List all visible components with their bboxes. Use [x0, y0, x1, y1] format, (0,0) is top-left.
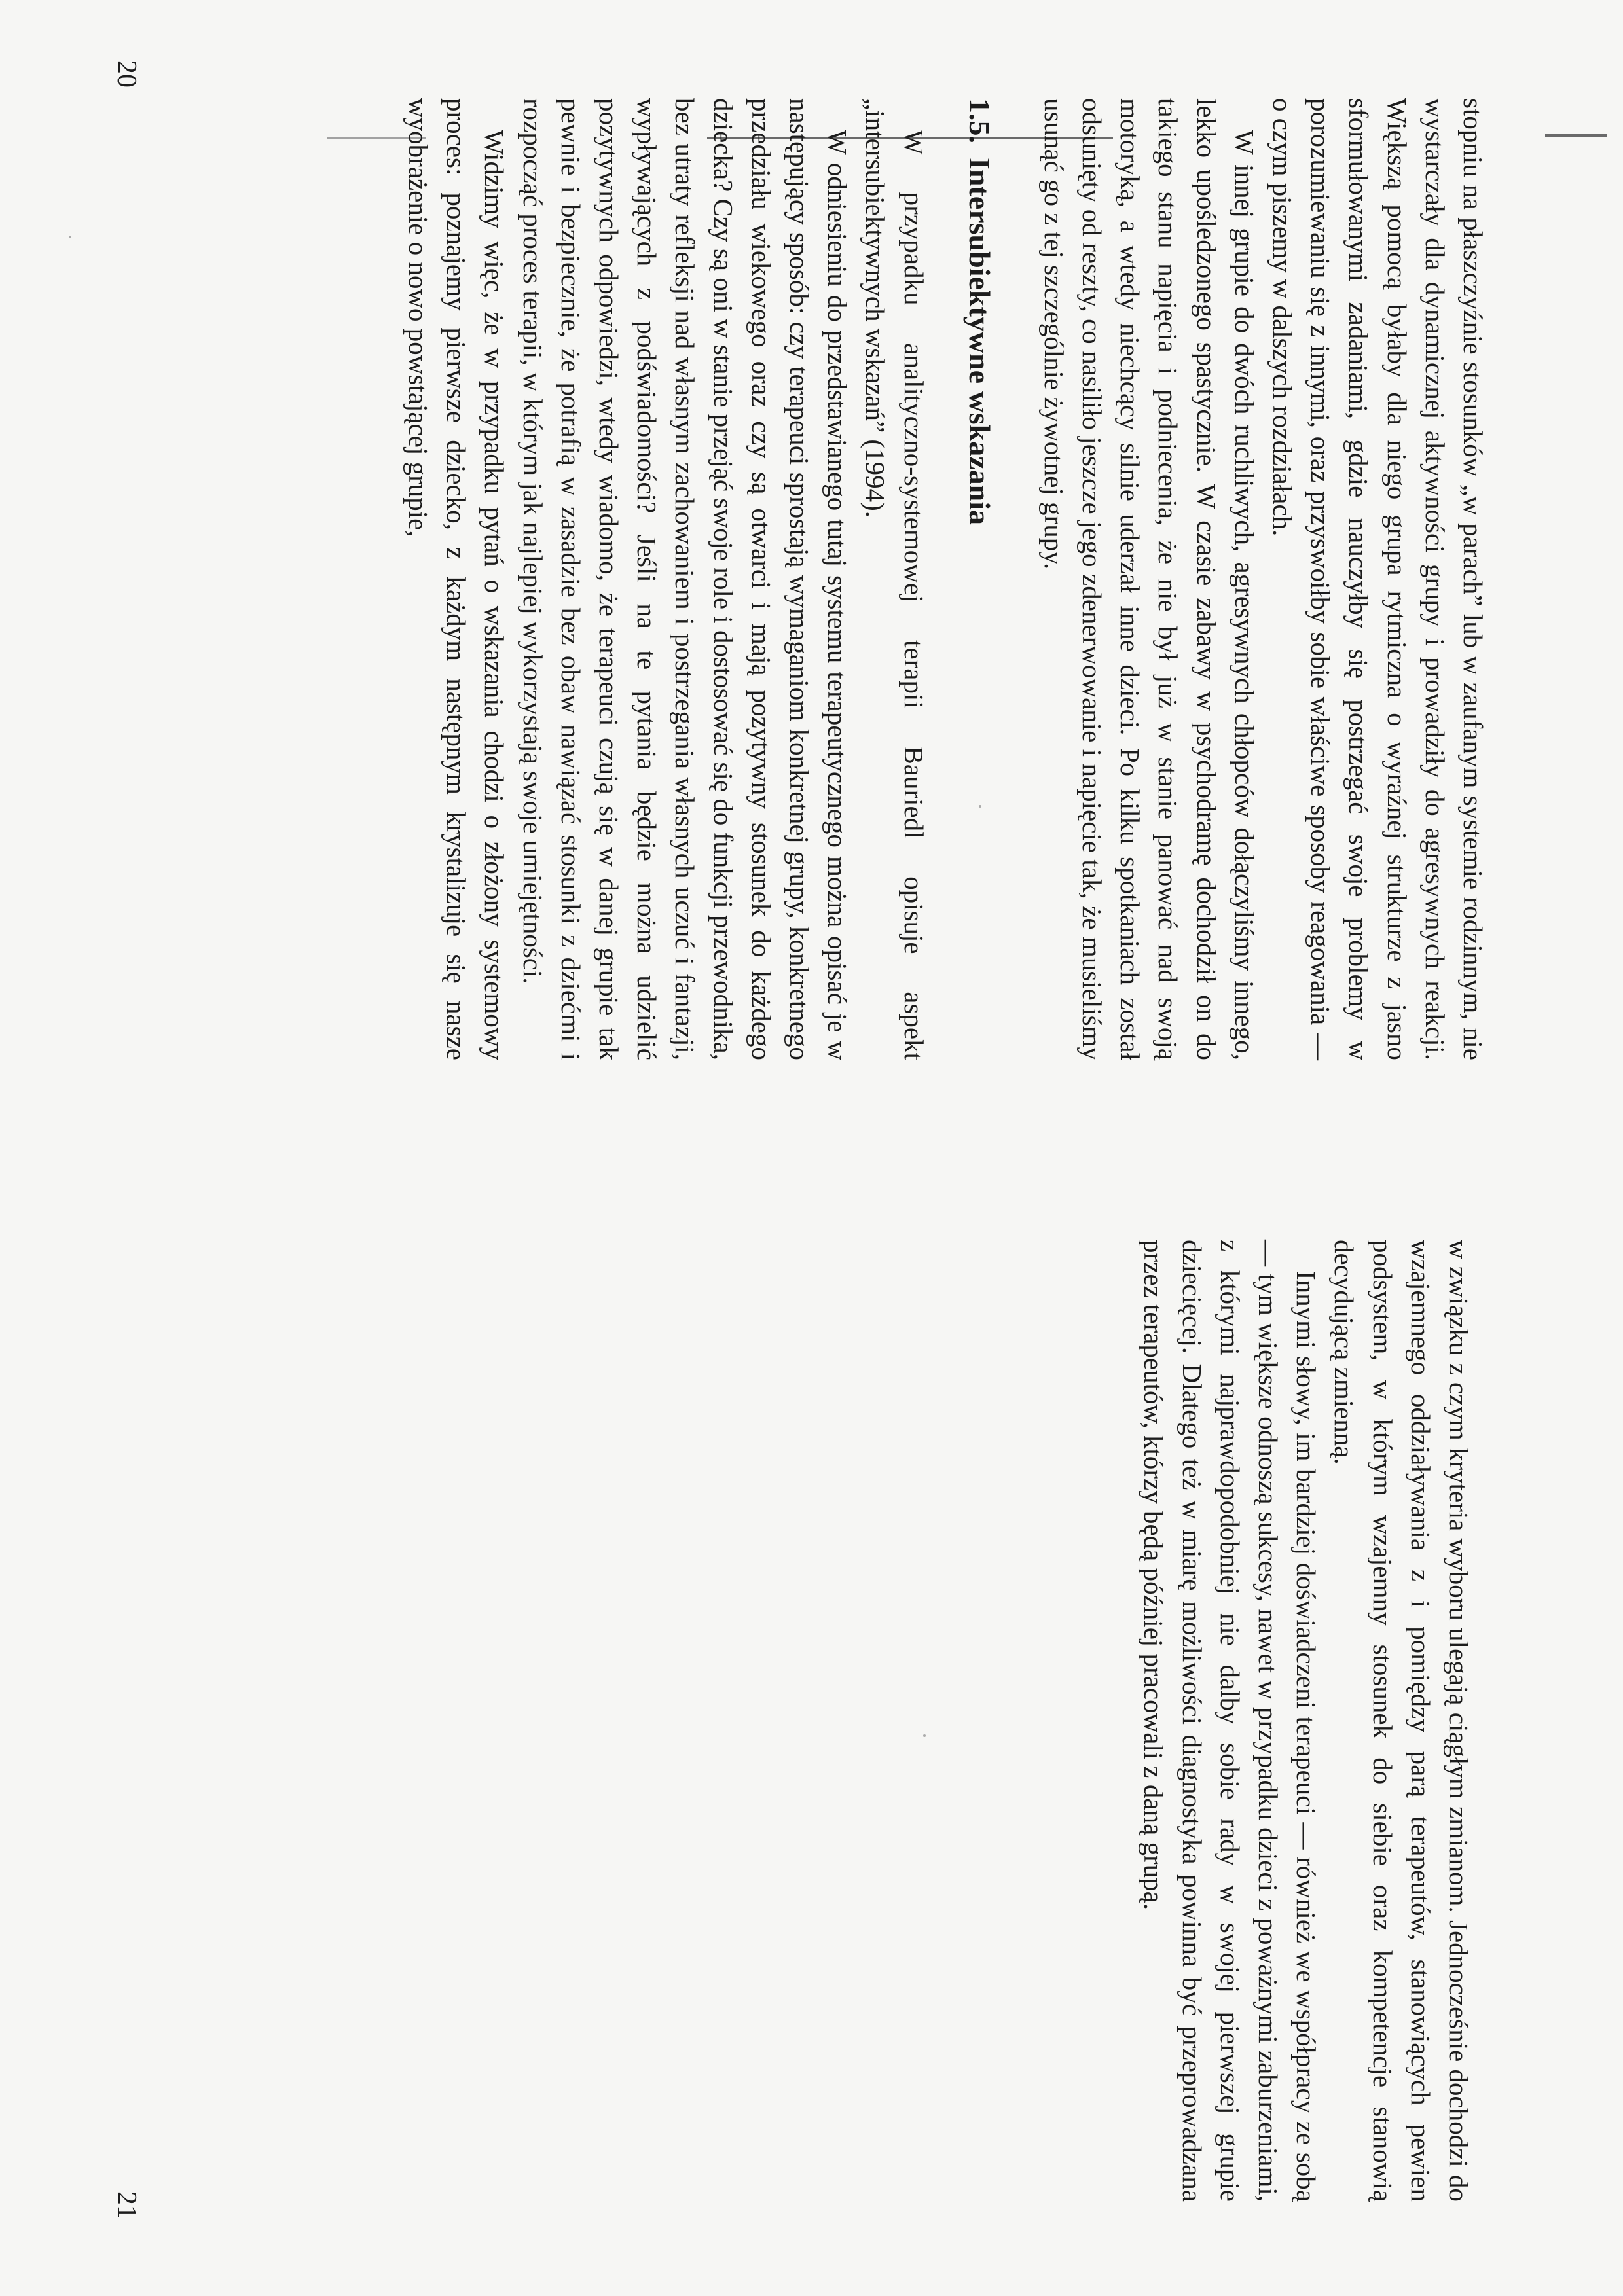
- paragraph: Widzimy więc, że w przypadku pytań o wskazania chodzi o złożony systemowy proces: poznajemy pierwsze dziecko, z każdym następnym krystalizuje się nasze wyobrażenie o nowo powstającej grupie,: [403, 98, 510, 1060]
- paragraph: w związku z czym kryteria wyboru ulegają ciągłym zmianom. Jednocześnie dochodzi do wzajemnego oddziaływania z i pomiędzy parą terapeutów, stanowiących pewien podsystem, w którym wzajemny stosunek do siebie oraz kompetencje stanowią decydującą zmienną.: [1329, 1240, 1474, 2202]
- paragraph: W przypadku analityczno-systemowej terapii Bauriedl opisuje aspekt „intersubiektywnych wskazań” (1994).: [860, 98, 929, 1060]
- paragraph: Innymi słowy, im bardziej doświadczeni terapeuci — również we współpracy ze sobą — tym większe odnoszą sukcesy, nawet w przypadku dzieci z poważnymi zaburzeniami, z którymi najprawdopodobniej nie dalby sobie rady w swojej pierwszej grupie dziecięcej. Dlatego też w miarę możliwości diagnostyka powinna być przeprowadzana przez terapeutów, którzy będą później pracowali z daną grupą.: [1139, 1240, 1322, 2202]
- paragraph: W odniesieniu do przedstawianego tutaj systemu terapeutycznego można opisać je w następujący sposób: czy terapeuci sprostają wymaganiom konkretnej grupy, konkretnego przedziału wiekowego oraz czy są otwarci i mają pozytywny stosunek do każdego dziecka? Czy są oni w stanie przejąć swoje role i dostosować się do funkcji przewodnika, bez utraty refleksji nad własnym zachowaniem i postrzegania własnych uczuć i fantazji, wypływających z podświadomości? Jeśli na te pytania będzie można udzielić pozytywnych odpowiedzi, wtedy wiadomo, że terapeuci czują się w danej grupie tak pewnie i bezpiecznie, że potrafią w zasadzie bez obaw nawiązać stosunki z dziećmi i rozpocząć proces terapii, w którym jak najlepiej wykorzystają swoje umiejętności.: [517, 98, 853, 1060]
- left-page-text-column: [399, 98, 1492, 1060]
- section-heading: [960, 98, 998, 1060]
- right-page: [0, 1148, 1623, 2296]
- page-number: 21: [111, 2191, 141, 2219]
- paragraph: W innej grupie do dwóch ruchliwych, agresywnych chłopców dołączyliśmy innego, lekko upośledzonego spastycznie. W czasie zabawy w psychodramę dochodził on do takiego stanu napięcia i podniecenia, że nie był już w stanie panować nad swoją motoryką, a wtedy niechcący silnie uderzał inne dzieci. Po kilku spotkaniach został odsunięty od reszty, co nasiliło jeszcze jego zdenerwowanie i napięcie tak, że musieliśmy usunąć go z tej szczególnie żywotnej grupy.: [1038, 98, 1260, 1060]
- paragraph: stopniu na płaszczyźnie stosunków „w parach” lub w zaufanym systemie rodzinnym, nie wystarczały dla dynamicznej aktywności grupy i prowadziły do agresywnych reakcji. Większą pomocą byłaby dla niego grupa rytmiczna o wyraźnej strukturze z jasno sformułowanymi zadaniami, gdzie nauczyłby się postrzegać swoje problemy w porozumiewaniu się z innymi, oraz przyswoiłby sobie właściwe sposoby reagowania — o czym piszemy w dalszych rozdziałach.: [1267, 98, 1488, 1060]
- section-number: 1.5.: [962, 98, 996, 143]
- section-title: Intersubiektywne wskazania: [962, 158, 996, 526]
- page-number: 20: [111, 60, 141, 88]
- right-page-text-column: [1135, 1240, 1478, 2202]
